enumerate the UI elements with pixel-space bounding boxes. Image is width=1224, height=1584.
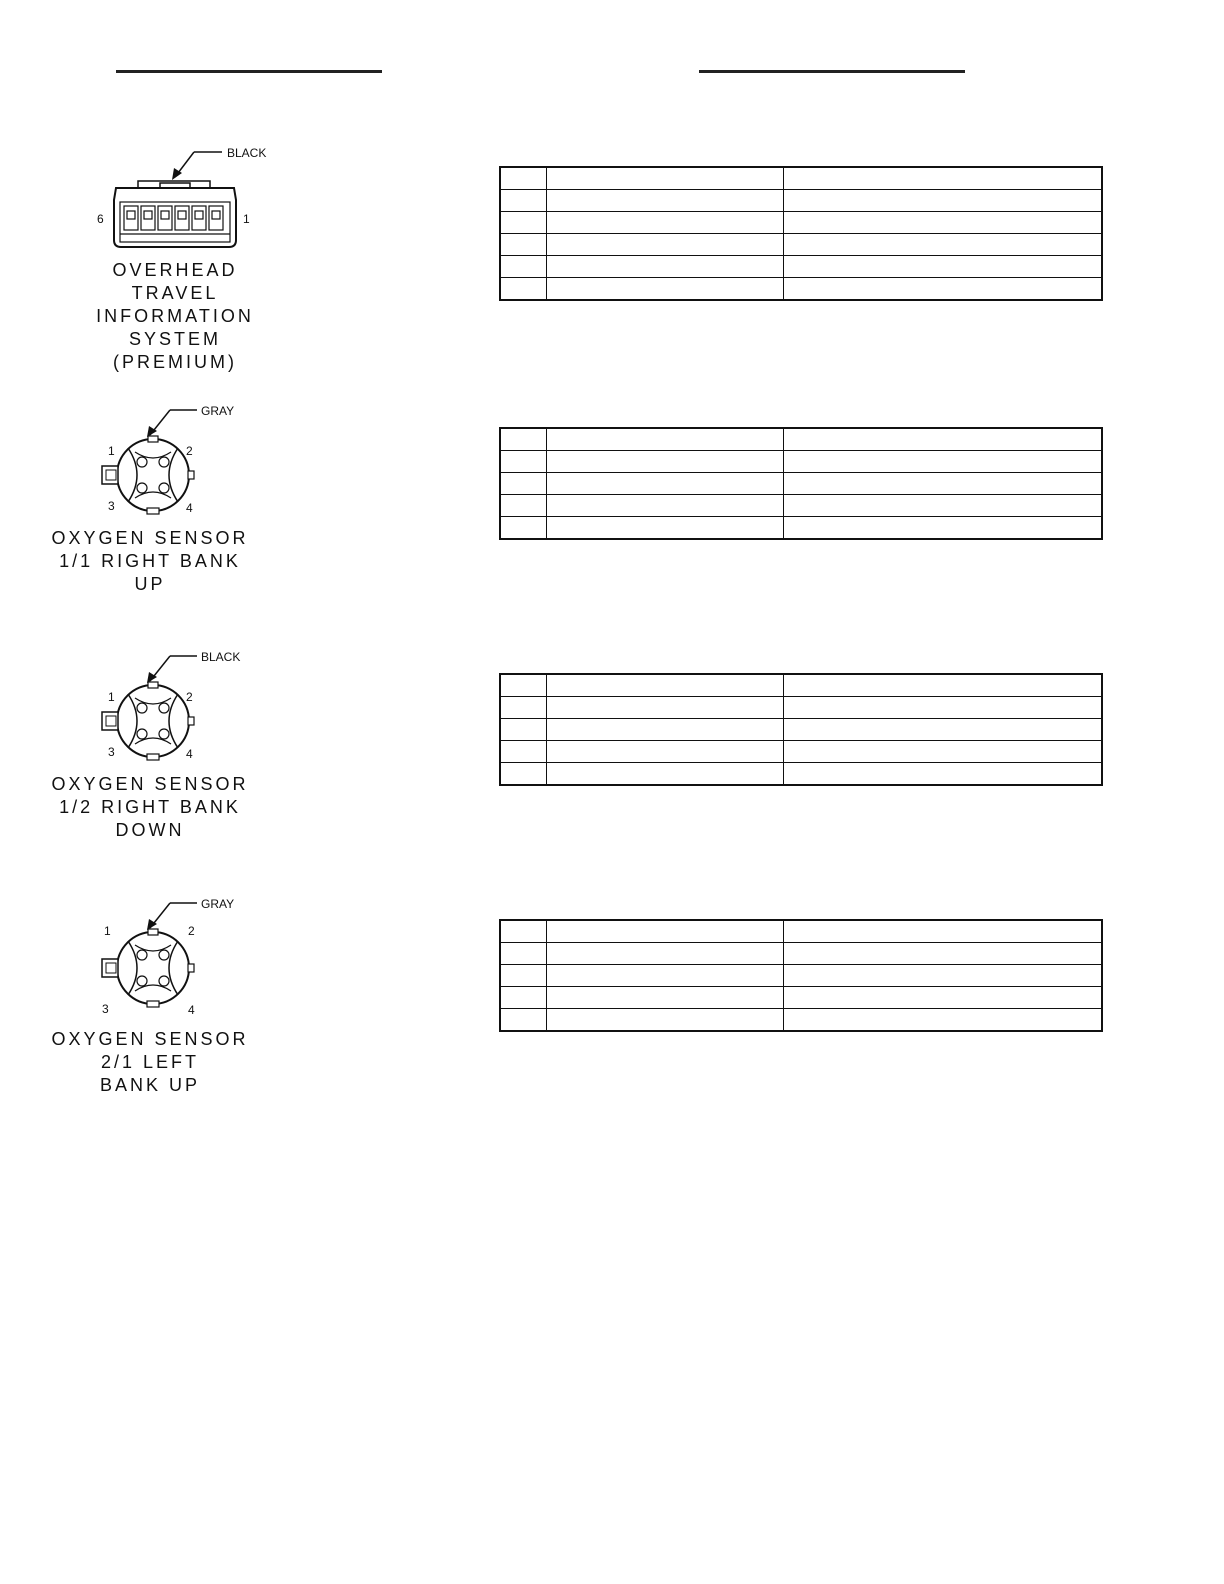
pin-table-o2-21 bbox=[499, 919, 1103, 1032]
pin-label: 6 bbox=[97, 212, 104, 226]
pin-label: 1 bbox=[108, 690, 115, 704]
connector-drawing-overhead bbox=[90, 140, 280, 255]
pin-label: 3 bbox=[102, 1002, 109, 1016]
table-row bbox=[500, 212, 1102, 234]
color-label: GRAY bbox=[201, 404, 235, 418]
pin-table-o2-11 bbox=[499, 427, 1103, 540]
caption-line: 1/1 RIGHT BANK bbox=[59, 551, 241, 571]
pin-label: 4 bbox=[186, 747, 193, 761]
pin-label: 1 bbox=[108, 444, 115, 458]
caption-line: 1/2 RIGHT BANK bbox=[59, 797, 241, 817]
caption-line: OXYGEN SENSOR bbox=[51, 1029, 249, 1049]
connector-caption bbox=[60, 259, 290, 374]
connector-drawing-o2-12 bbox=[90, 646, 250, 771]
pin-label: 4 bbox=[186, 501, 193, 515]
table-row bbox=[500, 167, 1102, 190]
pin-label: 1 bbox=[243, 212, 250, 226]
caption-line: (PREMIUM) bbox=[113, 352, 237, 372]
table-row bbox=[500, 517, 1102, 540]
caption-line: 2/1 LEFT bbox=[100, 1052, 200, 1072]
table-row bbox=[500, 987, 1102, 1009]
connector-caption bbox=[50, 527, 250, 596]
caption-line: BANK UP bbox=[99, 1075, 201, 1095]
connector-caption bbox=[50, 773, 250, 842]
color-label: GRAY bbox=[201, 897, 235, 911]
caption-line: OXYGEN SENSOR bbox=[51, 774, 249, 794]
table-row bbox=[500, 674, 1102, 697]
table-row bbox=[500, 943, 1102, 965]
caption-line: UP bbox=[134, 574, 166, 594]
table-row bbox=[500, 451, 1102, 473]
caption-line: OXYGEN SENSOR bbox=[51, 528, 249, 548]
pin-label: 1 bbox=[104, 924, 111, 938]
connector-drawing-o2-21 bbox=[90, 893, 250, 1018]
table-row bbox=[500, 190, 1102, 212]
table-row bbox=[500, 697, 1102, 719]
color-label: BLACK bbox=[227, 146, 267, 160]
table-row bbox=[500, 473, 1102, 495]
header-rule-right bbox=[699, 70, 965, 73]
pin-label: 3 bbox=[108, 745, 115, 759]
connector-caption bbox=[50, 1028, 250, 1097]
pin-label: 2 bbox=[188, 924, 195, 938]
pin-table-o2-12 bbox=[499, 673, 1103, 786]
pin-label: 4 bbox=[188, 1003, 195, 1017]
caption-line: DOWN bbox=[115, 820, 185, 840]
caption-line: OVERHEAD bbox=[112, 260, 238, 280]
table-row bbox=[500, 1009, 1102, 1032]
table-row bbox=[500, 234, 1102, 256]
pin-label: 2 bbox=[186, 444, 193, 458]
caption-line: TRAVEL INFORMATION bbox=[96, 283, 254, 326]
header-rule-left bbox=[116, 70, 382, 73]
pin-table-overhead bbox=[499, 166, 1103, 301]
table-row bbox=[500, 965, 1102, 987]
table-row bbox=[500, 428, 1102, 451]
connector-drawing-o2-11 bbox=[90, 400, 250, 525]
table-row bbox=[500, 741, 1102, 763]
table-row bbox=[500, 719, 1102, 741]
table-row bbox=[500, 920, 1102, 943]
table-row bbox=[500, 763, 1102, 786]
table-row bbox=[500, 495, 1102, 517]
table-row bbox=[500, 278, 1102, 301]
table-row bbox=[500, 256, 1102, 278]
pin-label: 3 bbox=[108, 499, 115, 513]
caption-line: SYSTEM bbox=[128, 329, 221, 349]
color-label: BLACK bbox=[201, 650, 241, 664]
pin-label: 2 bbox=[186, 690, 193, 704]
